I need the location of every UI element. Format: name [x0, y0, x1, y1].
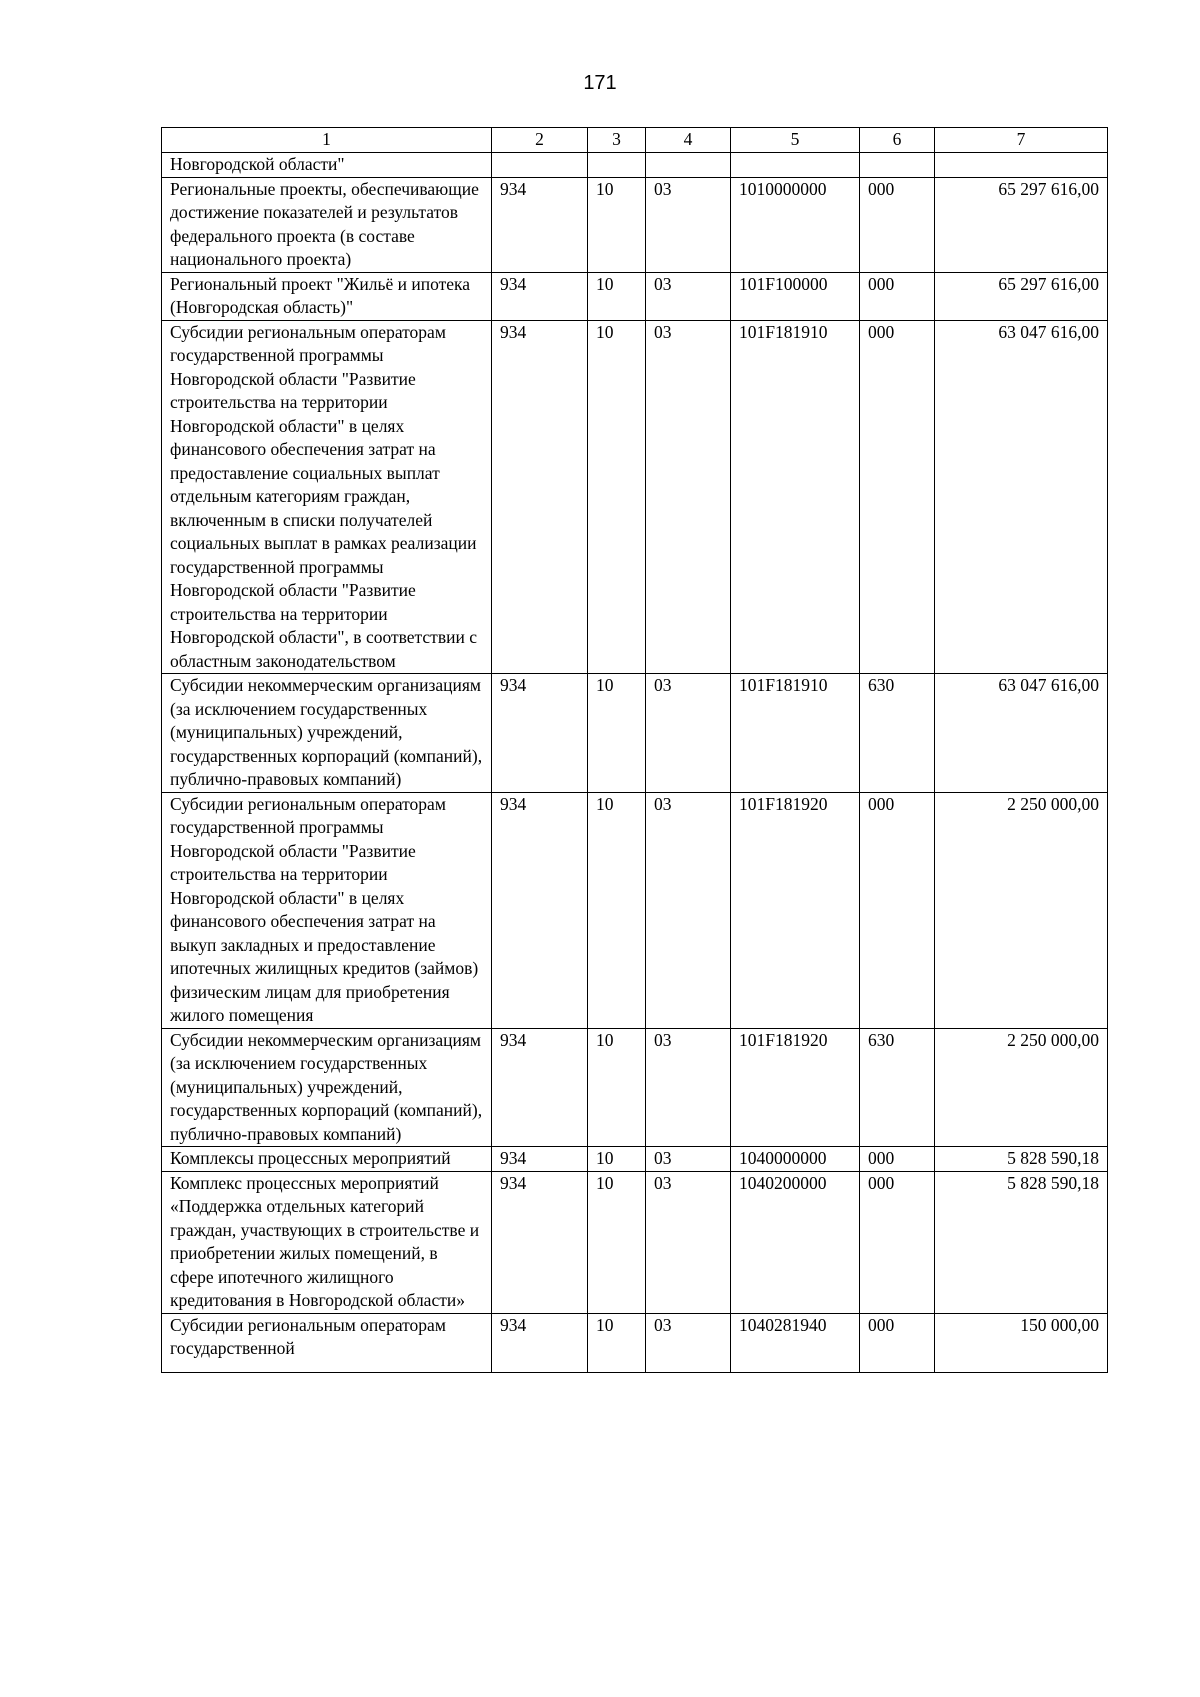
column-header-2: 2	[492, 128, 588, 153]
amount: 63 047 616,00	[935, 320, 1108, 674]
target-article-code	[731, 153, 860, 178]
section-code: 10	[588, 272, 646, 320]
column-header-1: 1	[162, 128, 492, 153]
table-row	[162, 1147, 1108, 1172]
subsection-code: 03	[646, 792, 731, 1028]
expense-type-code: 000	[860, 792, 935, 1028]
ministry-code: 934	[492, 792, 588, 1028]
target-article-code: 1040281940	[731, 1313, 860, 1372]
target-article-code: 101F181920	[731, 1028, 860, 1147]
subsection-code: 03	[646, 674, 731, 793]
table-row	[162, 792, 1108, 1028]
expense-type-code: 630	[860, 674, 935, 793]
column-header-3: 3	[588, 128, 646, 153]
table-row	[162, 320, 1108, 674]
ministry-code: 934	[492, 1313, 588, 1372]
section-code: 10	[588, 792, 646, 1028]
table-row	[162, 1171, 1108, 1313]
expense-type-code: 000	[860, 1171, 935, 1313]
expense-type-code: 000	[860, 1313, 935, 1372]
subsection-code: 03	[646, 177, 731, 272]
ministry-code: 934	[492, 1147, 588, 1172]
table-row	[162, 177, 1108, 272]
table-row	[162, 1313, 1108, 1372]
target-article-code: 101F181910	[731, 320, 860, 674]
row-name: Новгородской области"	[162, 153, 492, 178]
row-name: Субсидии некоммерческим организациям (за исключением государственных (муниципальных) учреждений, государственных корпораций (компаний), публично-правовых компаний)	[162, 674, 492, 793]
amount: 2 250 000,00	[935, 792, 1108, 1028]
section-code	[588, 153, 646, 178]
target-article-code: 101F181910	[731, 674, 860, 793]
subsection-code: 03	[646, 1171, 731, 1313]
column-header-4: 4	[646, 128, 731, 153]
row-name: Комплексы процессных мероприятий	[162, 1147, 492, 1172]
target-article-code: 101F181920	[731, 792, 860, 1028]
amount	[935, 153, 1108, 178]
ministry-code: 934	[492, 1171, 588, 1313]
ministry-code: 934	[492, 674, 588, 793]
section-code: 10	[588, 1147, 646, 1172]
expense-type-code: 630	[860, 1028, 935, 1147]
row-name: Региональные проекты, обеспечивающие достижение показателей и результатов федерального проекта (в составе национального проекта)	[162, 177, 492, 272]
amount: 65 297 616,00	[935, 177, 1108, 272]
ministry-code: 934	[492, 320, 588, 674]
column-header-5: 5	[731, 128, 860, 153]
ministry-code: 934	[492, 1028, 588, 1147]
row-name: Региональный проект "Жильё и ипотека (Новгородская область)"	[162, 272, 492, 320]
subsection-code: 03	[646, 272, 731, 320]
subsection-code	[646, 153, 731, 178]
amount: 65 297 616,00	[935, 272, 1108, 320]
ministry-code	[492, 153, 588, 178]
expense-type-code: 000	[860, 272, 935, 320]
table-row	[162, 153, 1108, 178]
column-header-6: 6	[860, 128, 935, 153]
expense-type-code: 000	[860, 1147, 935, 1172]
subsection-code: 03	[646, 1313, 731, 1372]
expense-type-code	[860, 153, 935, 178]
target-article-code: 1010000000	[731, 177, 860, 272]
section-code: 10	[588, 1028, 646, 1147]
amount: 5 828 590,18	[935, 1171, 1108, 1313]
row-name: Субсидии региональным операторам государственной программы Новгородской области "Развитие строительства на территории Новгородской области" в целях финансового обеспечения затрат на выкуп закладных и предоставление ипотечных жилищных кредитов (займов) физическим лицам для приобретения жилого помещения	[162, 792, 492, 1028]
subsection-code: 03	[646, 1147, 731, 1172]
row-name: Субсидии некоммерческим организациям (за исключением государственных (муниципальных) учреждений, государственных корпораций (компаний), публично-правовых компаний)	[162, 1028, 492, 1147]
table-row	[162, 272, 1108, 320]
table-row	[162, 1028, 1108, 1147]
row-name: Субсидии региональным операторам государственной	[162, 1313, 492, 1372]
ministry-code: 934	[492, 272, 588, 320]
ministry-code: 934	[492, 177, 588, 272]
section-code: 10	[588, 320, 646, 674]
amount: 150 000,00	[935, 1313, 1108, 1372]
expense-type-code: 000	[860, 177, 935, 272]
subsection-code: 03	[646, 1028, 731, 1147]
page-number: 171	[583, 72, 617, 94]
amount: 2 250 000,00	[935, 1028, 1108, 1147]
target-article-code: 1040200000	[731, 1171, 860, 1313]
section-code: 10	[588, 674, 646, 793]
target-article-code: 101F100000	[731, 272, 860, 320]
subsection-code: 03	[646, 320, 731, 674]
header-row	[162, 128, 1108, 153]
section-code: 10	[588, 177, 646, 272]
row-name: Комплекс процессных мероприятий «Поддержка отдельных категорий граждан, участвующих в строительстве и приобретении жилых помещений, в сфере ипотечного жилищного кредитования в Новгородской области»	[162, 1171, 492, 1313]
column-header-7: 7	[935, 128, 1108, 153]
expense-type-code: 000	[860, 320, 935, 674]
table-row	[162, 674, 1108, 793]
amount: 63 047 616,00	[935, 674, 1108, 793]
amount: 5 828 590,18	[935, 1147, 1108, 1172]
row-name: Субсидии региональным операторам государственной программы Новгородской области "Развитие строительства на территории Новгородской области" в целях финансового обеспечения затрат на предоставление социальных выплат отдельным категориям граждан, включенным в списки получателей социальных выплат в рамках реализации государственной программы Новгородской области "Развитие строительства на территории Новгородской области", в соответствии с областным законодательством	[162, 320, 492, 674]
section-code: 10	[588, 1171, 646, 1313]
budget-table	[161, 127, 1108, 1373]
target-article-code: 1040000000	[731, 1147, 860, 1172]
section-code: 10	[588, 1313, 646, 1372]
